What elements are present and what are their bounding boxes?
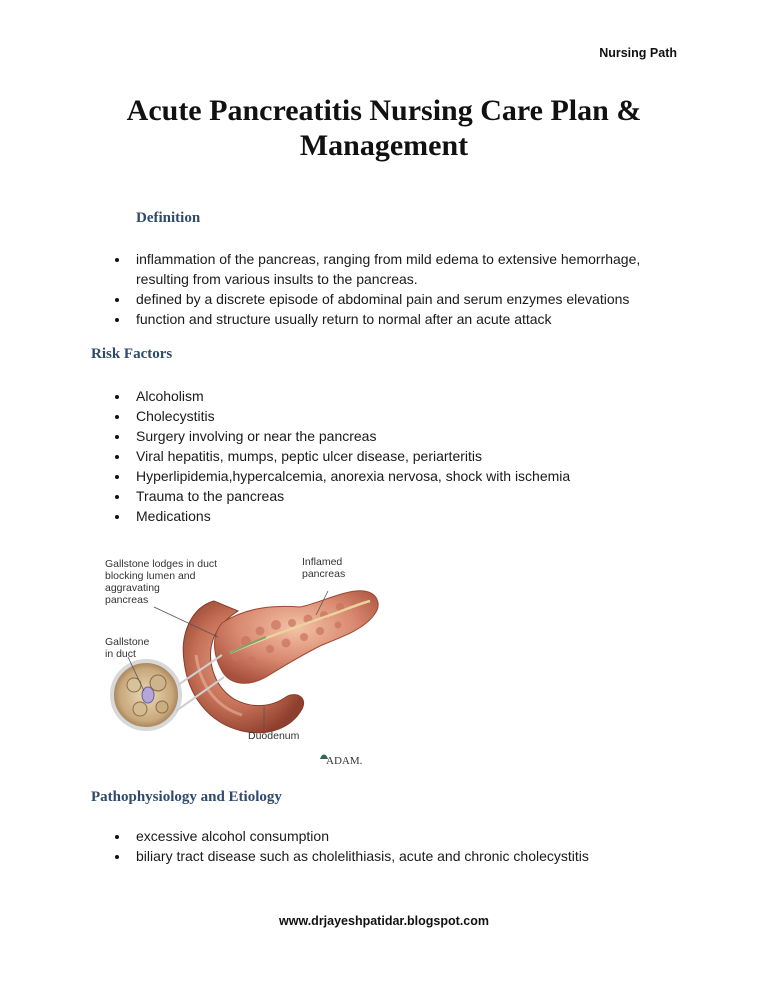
list-item: Viral hepatitis, mumps, peptic ulcer disease, periarteritis	[113, 446, 673, 466]
page-title-line-1: Acute Pancreatitis Nursing Care Plan &	[126, 94, 642, 127]
pancreas-shape	[214, 591, 378, 683]
risk-factors-list	[113, 386, 673, 526]
list-item: excessive alcohol consumption	[113, 826, 673, 846]
list-item: Trauma to the pancreas	[113, 486, 673, 506]
label-duodenum: Duodenum	[248, 730, 300, 742]
list-item: Surgery involving or near the pancreas	[113, 426, 673, 446]
list-item: function and structure usually return to normal after an acute attack	[113, 309, 673, 329]
pathophysiology-list	[113, 826, 673, 866]
label-gallstone-in-duct: Gallstone in duct	[105, 636, 150, 660]
label-gallstone-lodges: Gallstone lodges in duct blocking lumen and aggravating pancreas	[105, 558, 218, 606]
definition-heading: Definition	[136, 210, 201, 226]
page-title-line-2: Management	[299, 129, 469, 162]
risk-factors-heading: Risk Factors	[91, 346, 173, 362]
pathophysiology-heading: Pathophysiology and Etiology	[91, 789, 282, 805]
list-item: Cholecystitis	[113, 406, 673, 426]
definition-list	[113, 249, 673, 329]
list-item: biliary tract disease such as cholelithiasis, acute and chronic cholecystitis	[113, 846, 673, 866]
list-item: inflammation of the pancreas, ranging from mild edema to extensive hemorrhage, resulting from various insults to the pancreas.	[113, 249, 673, 289]
footer-url[interactable]: www.drjayeshpatidar.blogspot.com	[279, 914, 489, 928]
list-item: Medications	[113, 506, 673, 526]
adam-logo	[320, 755, 363, 768]
list-item: Alcoholism	[113, 386, 673, 406]
list-item: Hyperlipidemia,hypercalcemia, anorexia nervosa, shock with ischemia	[113, 466, 673, 486]
page-title	[60, 93, 708, 163]
label-inflamed-pancreas: Inflamed pancreas	[302, 556, 346, 580]
list-item: defined by a discrete episode of abdominal pain and serum enzymes elevations	[113, 289, 673, 309]
header-site-name: Nursing Path	[599, 46, 677, 60]
pancreas-illustration	[96, 545, 382, 775]
svg-text:ADAM.: ADAM.	[326, 755, 363, 767]
